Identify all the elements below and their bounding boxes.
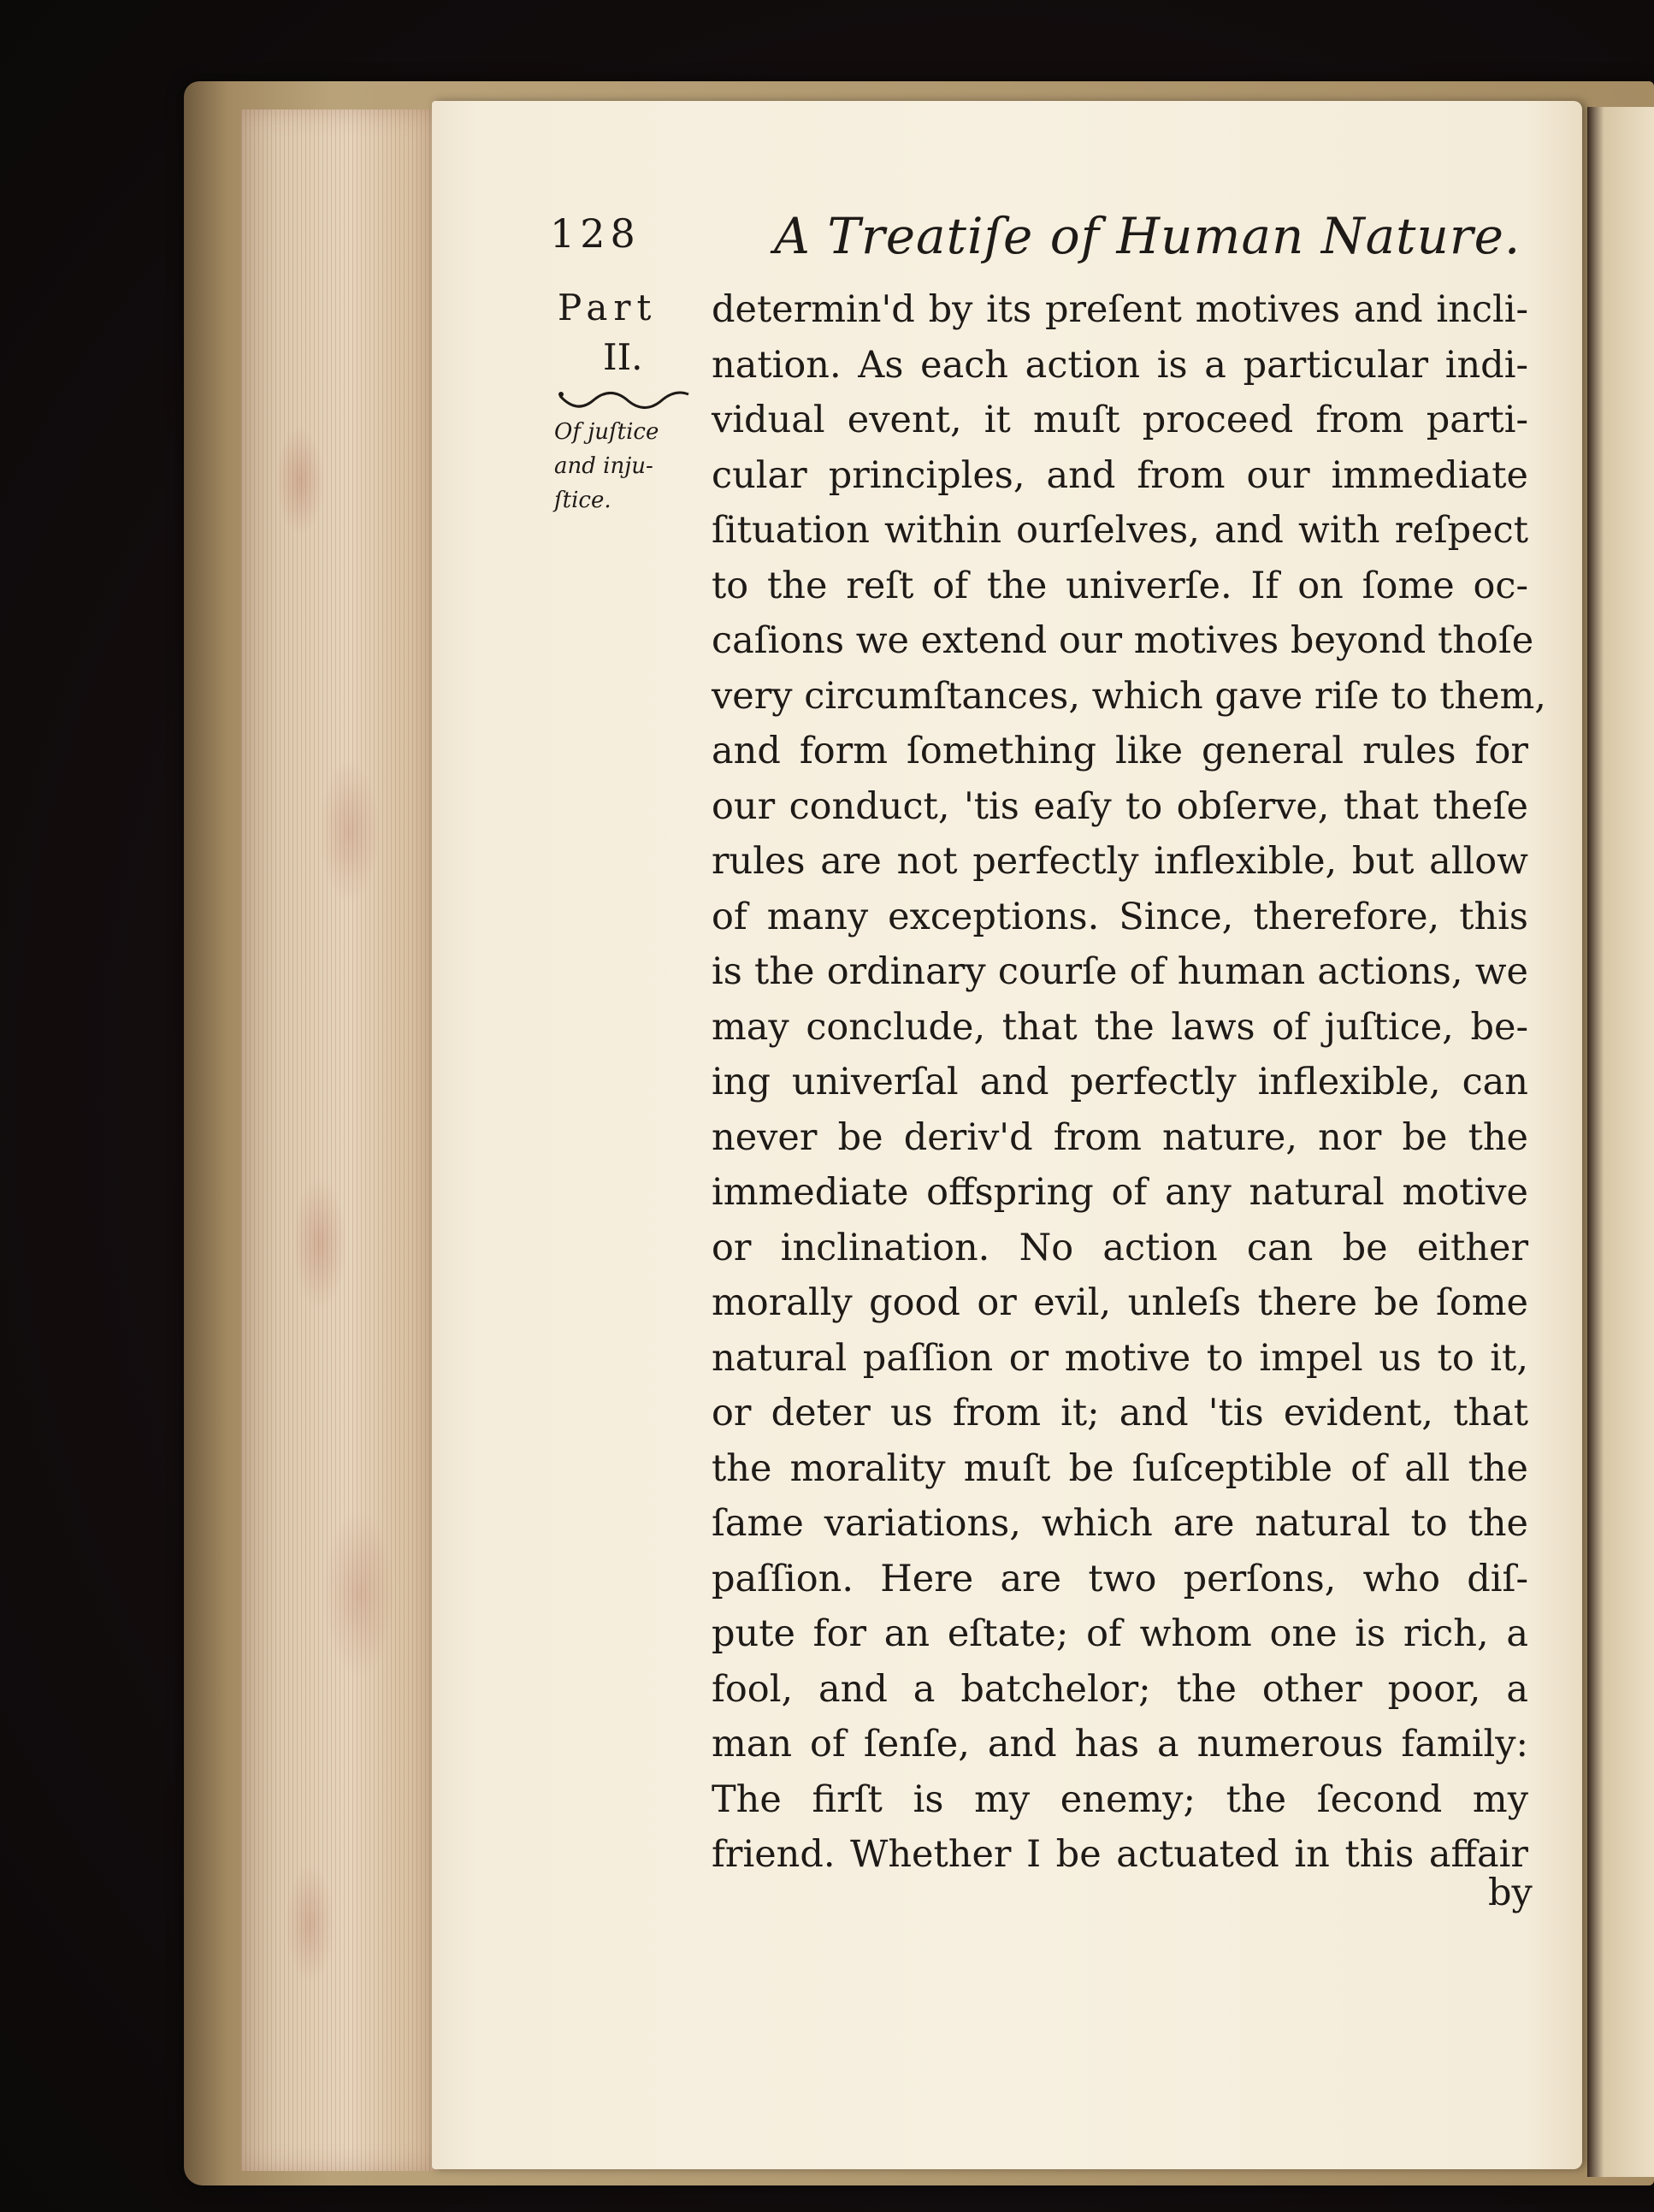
text-line: and form ſomething like general rules for [712, 730, 1528, 772]
text-line: very circumſtances, which gave riſe to them, [712, 674, 1546, 718]
text-line: caſions we extend our motives beyond thoſe [712, 619, 1534, 662]
page-number: 128 [550, 210, 641, 257]
margin-note-line: ſtice. [554, 488, 611, 513]
text-line: paſſion. Here are two perſons, who diſ- [712, 1557, 1528, 1600]
text-line: rules are not perfectly inflexible, but allow [712, 840, 1528, 883]
catchword: by [1488, 1872, 1533, 1914]
text-line: The firſt is my enemy; the ſecond my [712, 1777, 1528, 1821]
text-line: is the ordinary courſe of human actions, we [712, 950, 1528, 993]
margin-note [554, 415, 691, 518]
text-line: fool, and a batchelor; the other poor, a [712, 1667, 1528, 1711]
text-line: ſame variations, which are natural to the [712, 1502, 1528, 1545]
margin-part-label: Part [558, 287, 658, 328]
text-line: never be deriv'd from nature, nor be the [712, 1115, 1528, 1159]
text-line: the morality muſt be ſuſceptible of all the [712, 1446, 1528, 1490]
margin-part-number: II. [603, 336, 643, 378]
text-line: ing univerſal and perfectly inflexible, can [712, 1061, 1528, 1103]
text-line: cular principles, and from our immediate [712, 453, 1528, 497]
text-line: natural paſſion or motive to impel us to it, [712, 1336, 1528, 1380]
text-line: vidual event, it muſt proceed from parti- [712, 399, 1528, 441]
running-title: A Treatiſe of Human Nature. [774, 207, 1521, 265]
margin-note-line: Of juſtice [554, 419, 659, 445]
text-line: or inclination. No action can be either [712, 1226, 1528, 1269]
text-line: of many exceptions. Since, therefore, this [712, 895, 1528, 938]
text-line: man of ſenſe, and has a numerous family: [712, 1723, 1528, 1765]
text-line: our conduct, 'tis eaſy to obſerve, that theſe [712, 784, 1528, 828]
text-line: morally good or evil, unleſs there be ſome [712, 1281, 1528, 1324]
text-line: may conclude, that the laws of juſtice, be- [712, 1005, 1528, 1049]
text-line: ſituation within ourſelves, and with reſpect [712, 509, 1528, 552]
text-line: to the reſt of the univerſe. If on ſome oc- [712, 564, 1528, 607]
margin-note-line: and inju- [554, 453, 653, 479]
page-edges [241, 109, 438, 2171]
text-line: immediate offspring of any natural motive [712, 1171, 1528, 1214]
text-line: nation. As each action is a particular indi- [712, 343, 1528, 387]
text-line: pute for an eſtate; of whom one is rich, a [712, 1612, 1528, 1655]
body-text [712, 282, 1546, 1883]
text-line: or deter us from it; and 'tis evident, that [712, 1392, 1528, 1434]
facing-page-edge [1587, 107, 1654, 2177]
text-line: determin'd by its preſent motives and incli- [712, 288, 1528, 331]
text-line: friend. Whether I be actuated in this affair [712, 1833, 1528, 1876]
